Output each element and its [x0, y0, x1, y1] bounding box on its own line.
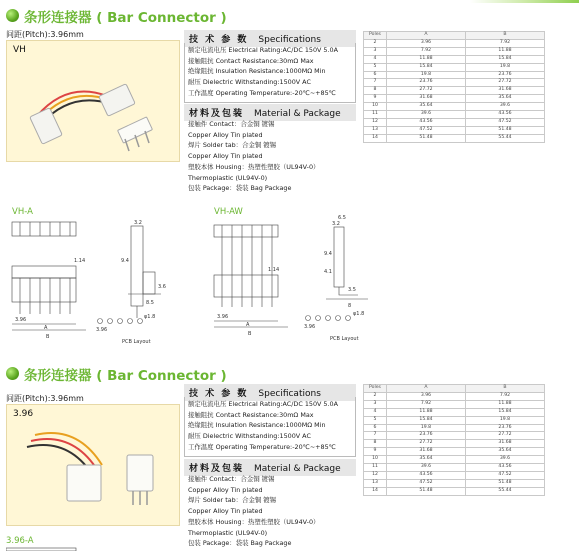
table-row — [364, 456, 545, 464]
table-cell: 47.52 — [387, 126, 466, 134]
table-row — [364, 63, 545, 71]
table-row — [364, 479, 545, 487]
spec-line: 绝缘阻抗 Insulation Resistance:1000MΩ Min — [188, 67, 326, 76]
table-cell: 39.6 — [387, 464, 466, 472]
dim-1-14-aw: 1.14 — [268, 267, 280, 273]
spec-line: 绝缘阻抗 Insulation Resistance:1000MΩ Min — [188, 421, 326, 430]
material-line: 塑胶本体 Housing：热塑性塑胶（UL94V-0） — [188, 517, 320, 526]
spec-title-cn: 技 术 参 数 — [189, 389, 249, 399]
material-line: Copper Alloy Tin plated — [188, 152, 263, 161]
table-cell: 47.52 — [387, 479, 466, 487]
table-row — [364, 432, 545, 440]
table-header-row — [364, 32, 545, 40]
diagram-label-vh-a: VH-A — [12, 207, 33, 217]
table-cell: 51.48 — [387, 487, 466, 495]
table-cell: 14 — [364, 487, 387, 495]
material-line: Copper Alloy Tin plated — [188, 130, 263, 139]
label-b-aw: B — [248, 331, 252, 337]
material-line: 接触件 Contact：合金铜 镀锡 — [188, 120, 275, 128]
drawing-vh-a — [6, 218, 206, 348]
table-row — [364, 400, 545, 408]
table-row — [364, 464, 545, 472]
drawing-vh-aw — [208, 215, 398, 345]
material-list — [188, 474, 319, 549]
dim-1-14: 1.14 — [74, 258, 86, 264]
table-cell: 11 — [364, 111, 387, 119]
table-cell: 7 — [364, 432, 387, 440]
table-cell: 6 — [364, 424, 387, 432]
table-cell: 11 — [364, 464, 387, 472]
table-cell: 9 — [364, 448, 387, 456]
dim-3-2-aw: 3.2 — [332, 221, 340, 227]
spec-line: 耐压 Dielectric Withstanding:1500V AC — [188, 78, 311, 87]
spec-line: 额定电流电压 Electrical Rating:AC/DC 150V 5.0A — [188, 46, 338, 54]
table-row — [364, 103, 545, 111]
spec-line: 工作温度 Operating Temperature:-20℃~+85℃ — [188, 442, 336, 451]
poles-table-wrap — [363, 384, 545, 496]
dim-3-96-pcb-aw: 3.96 — [304, 324, 316, 330]
table-header-row — [364, 385, 545, 393]
dim-3-96: 3.96 — [15, 317, 27, 323]
table-row — [364, 55, 545, 63]
table-cell: 6 — [364, 71, 387, 79]
table-cell: 13 — [364, 126, 387, 134]
table-header-cell: B — [466, 385, 545, 393]
spec-list — [184, 43, 356, 103]
table-cell: 43.56 — [387, 118, 466, 126]
connector-illustration — [7, 41, 179, 161]
table-cell: 23.76 — [387, 432, 466, 440]
dim-3-2: 3.2 — [134, 220, 142, 226]
table-header-cell: A — [387, 32, 466, 40]
table-cell: 13 — [364, 479, 387, 487]
table-row — [364, 71, 545, 79]
table-row — [364, 79, 545, 87]
table-cell: 47.52 — [466, 118, 545, 126]
table-cell: 3.96 — [387, 392, 466, 400]
section-title: 条形连接器 ( Bar Connector ) — [24, 368, 227, 384]
table-cell: 39.6 — [387, 111, 466, 119]
table-cell: 27.72 — [387, 87, 466, 95]
table-cell: 55.44 — [466, 487, 545, 495]
table-cell: 43.56 — [387, 471, 466, 479]
table-row — [364, 424, 545, 432]
table-row — [364, 95, 545, 103]
table-cell: 12 — [364, 471, 387, 479]
table-cell: 31.68 — [387, 95, 466, 103]
table-header-cell: A — [387, 385, 466, 393]
table-row — [364, 471, 545, 479]
table-row — [364, 111, 545, 119]
table-cell: 8 — [364, 440, 387, 448]
table-row — [364, 134, 545, 142]
table-cell: 2 — [364, 39, 387, 47]
table-row — [364, 448, 545, 456]
photo-label: 3.96 — [13, 409, 34, 419]
spec-line: 耐压 Dielectric Withstanding:1500V AC — [188, 432, 311, 441]
dim-3-96-pcb: 3.96 — [96, 327, 108, 333]
dim-9-4: 9.4 — [121, 258, 129, 264]
table-row — [364, 39, 545, 47]
table-cell: 7.92 — [466, 392, 545, 400]
pitch-label: 间距(Pitch):3.96mm — [6, 30, 84, 39]
dim-3-6: 3.6 — [158, 284, 166, 290]
table-cell: 7.92 — [387, 47, 466, 55]
dim-8: 8 — [348, 303, 352, 309]
label-b: B — [46, 334, 50, 340]
table-cell: 7 — [364, 79, 387, 87]
table-header-cell: Poles — [364, 385, 387, 393]
table-cell: 15.84 — [387, 63, 466, 71]
table-cell: 19.8 — [387, 424, 466, 432]
table-row — [364, 47, 545, 55]
table-cell: 19.8 — [466, 416, 545, 424]
table-cell: 11.88 — [387, 55, 466, 63]
material-list — [188, 119, 319, 194]
bullet-icon — [6, 9, 19, 22]
dim-3-96-aw: 3.96 — [217, 314, 229, 320]
diagram-label-3-96-a: 3.96-A — [6, 536, 34, 546]
material-line: Thermoplastic (UL94V-0) — [188, 173, 268, 182]
table-row — [364, 126, 545, 134]
table-cell: 11.88 — [387, 408, 466, 416]
product-photo — [6, 404, 180, 526]
table-body — [364, 392, 545, 495]
table-cell: 5 — [364, 63, 387, 71]
table-cell: 12 — [364, 118, 387, 126]
table-cell: 27.72 — [466, 432, 545, 440]
table-cell: 4 — [364, 408, 387, 416]
table-cell: 51.48 — [466, 479, 545, 487]
material-line: Copper Alloy Tin plated — [188, 485, 263, 494]
table-cell: 15.84 — [387, 416, 466, 424]
material-line: 包装 Package：袋装 Bag Package — [188, 539, 292, 548]
table-cell: 10 — [364, 456, 387, 464]
connector-illustration — [7, 405, 179, 525]
table-cell: 55.44 — [466, 134, 545, 142]
photo-label: VH — [13, 45, 26, 55]
table-cell: 7.92 — [466, 39, 545, 47]
table-cell: 5 — [364, 416, 387, 424]
table-row — [364, 416, 545, 424]
spec-line: 接触阻抗 Contact Resistance:30mΩ Max — [188, 410, 314, 419]
table-cell: 2 — [364, 392, 387, 400]
table-cell: 47.52 — [466, 471, 545, 479]
product-photo — [6, 40, 180, 162]
table-cell: 51.48 — [387, 134, 466, 142]
material-title-en: Material & Package — [254, 464, 341, 474]
table-cell: 4 — [364, 55, 387, 63]
material-title-en: Material & Package — [254, 109, 341, 119]
spec-line: 工作温度 Operating Temperature:-20℃~+85℃ — [188, 88, 336, 97]
poles-table — [363, 31, 545, 143]
table-cell: 3 — [364, 400, 387, 408]
table-cell: 3 — [364, 47, 387, 55]
material-line: Thermoplastic (UL94V-0) — [188, 528, 268, 537]
dim-8-5: 8.5 — [146, 300, 154, 306]
table-cell: 19.8 — [466, 63, 545, 71]
table-row — [364, 440, 545, 448]
table-cell: 35.64 — [387, 456, 466, 464]
table-cell: 43.56 — [466, 464, 545, 472]
table-cell: 11.88 — [466, 47, 545, 55]
poles-table — [363, 384, 545, 496]
spec-title-en: Specifications — [258, 35, 321, 45]
table-cell: 43.56 — [466, 111, 545, 119]
table-cell: 9 — [364, 95, 387, 103]
spec-title-en: Specifications — [258, 389, 321, 399]
dim-phi: φ1.8 — [144, 314, 156, 320]
table-cell: 14 — [364, 134, 387, 142]
dim-4-1: 4.1 — [324, 269, 332, 275]
table-row — [364, 87, 545, 95]
table-cell: 23.76 — [466, 71, 545, 79]
table-cell: 35.64 — [466, 95, 545, 103]
table-cell: 8 — [364, 87, 387, 95]
poles-table-wrap — [363, 31, 545, 143]
table-cell: 39.6 — [466, 103, 545, 111]
spec-list — [184, 397, 356, 457]
table-cell: 27.72 — [387, 440, 466, 448]
material-line: 接触件 Contact：合金铜 镀锡 — [188, 475, 275, 483]
table-cell: 27.72 — [466, 79, 545, 87]
table-cell: 19.8 — [387, 71, 466, 79]
table-header-cell: B — [466, 32, 545, 40]
table-cell: 35.64 — [387, 103, 466, 111]
table-cell: 15.84 — [466, 55, 545, 63]
label-a-aw: A — [246, 322, 250, 328]
table-row — [364, 487, 545, 495]
table-cell: 31.68 — [387, 448, 466, 456]
table-row — [364, 118, 545, 126]
material-line: Copper Alloy Tin plated — [188, 507, 263, 516]
material-line: 焊片 Solder tab：合金铜 镀锡 — [188, 496, 277, 505]
pitch-label: 间距(Pitch):3.96mm — [6, 394, 84, 403]
table-cell: 10 — [364, 103, 387, 111]
dim-3-5: 3.5 — [348, 287, 356, 293]
bullet-icon — [6, 367, 19, 380]
dim-9-4-aw: 9.4 — [324, 251, 332, 257]
table-cell: 7.92 — [387, 400, 466, 408]
table-body — [364, 39, 545, 142]
pcb-layout-label: PCB Layout — [122, 339, 151, 345]
spec-line: 接触阻抗 Contact Resistance:30mΩ Max — [188, 56, 314, 65]
material-title-cn: 材料及包装 — [189, 109, 245, 119]
dim-phi-aw: φ1.8 — [353, 311, 365, 317]
pcb-layout-label-aw: PCB Layout — [330, 336, 359, 342]
label-a: A — [44, 325, 48, 331]
table-cell: 31.68 — [466, 87, 545, 95]
table-row — [364, 392, 545, 400]
diagram-label-vh-aw: VH-AW — [214, 207, 243, 217]
table-cell: 31.68 — [466, 440, 545, 448]
table-cell: 3.96 — [387, 39, 466, 47]
corner-accent — [470, 0, 579, 3]
spec-title-cn: 技 术 参 数 — [189, 35, 249, 45]
table-cell: 35.64 — [466, 448, 545, 456]
table-cell: 11.88 — [466, 400, 545, 408]
material-line: 包装 Package：袋装 Bag Package — [188, 184, 292, 193]
table-cell: 39.6 — [466, 456, 545, 464]
material-title-cn: 材料及包装 — [189, 464, 245, 474]
dim-6-5: 6.5 — [338, 215, 346, 221]
spec-line: 额定电流电压 Electrical Rating:AC/DC 150V 5.0A — [188, 400, 338, 408]
drawing-3-96-a-partial — [6, 546, 176, 551]
table-cell: 51.48 — [466, 126, 545, 134]
material-line: 塑胶本体 Housing：热塑性塑胶（UL94V-0） — [188, 162, 320, 171]
table-header-cell: Poles — [364, 32, 387, 40]
section-title: 条形连接器 ( Bar Connector ) — [24, 10, 227, 26]
material-line: 焊片 Solder tab：合金铜 镀锡 — [188, 141, 277, 150]
table-cell: 23.76 — [466, 424, 545, 432]
table-cell: 23.76 — [387, 79, 466, 87]
table-cell: 15.84 — [466, 408, 545, 416]
table-row — [364, 408, 545, 416]
